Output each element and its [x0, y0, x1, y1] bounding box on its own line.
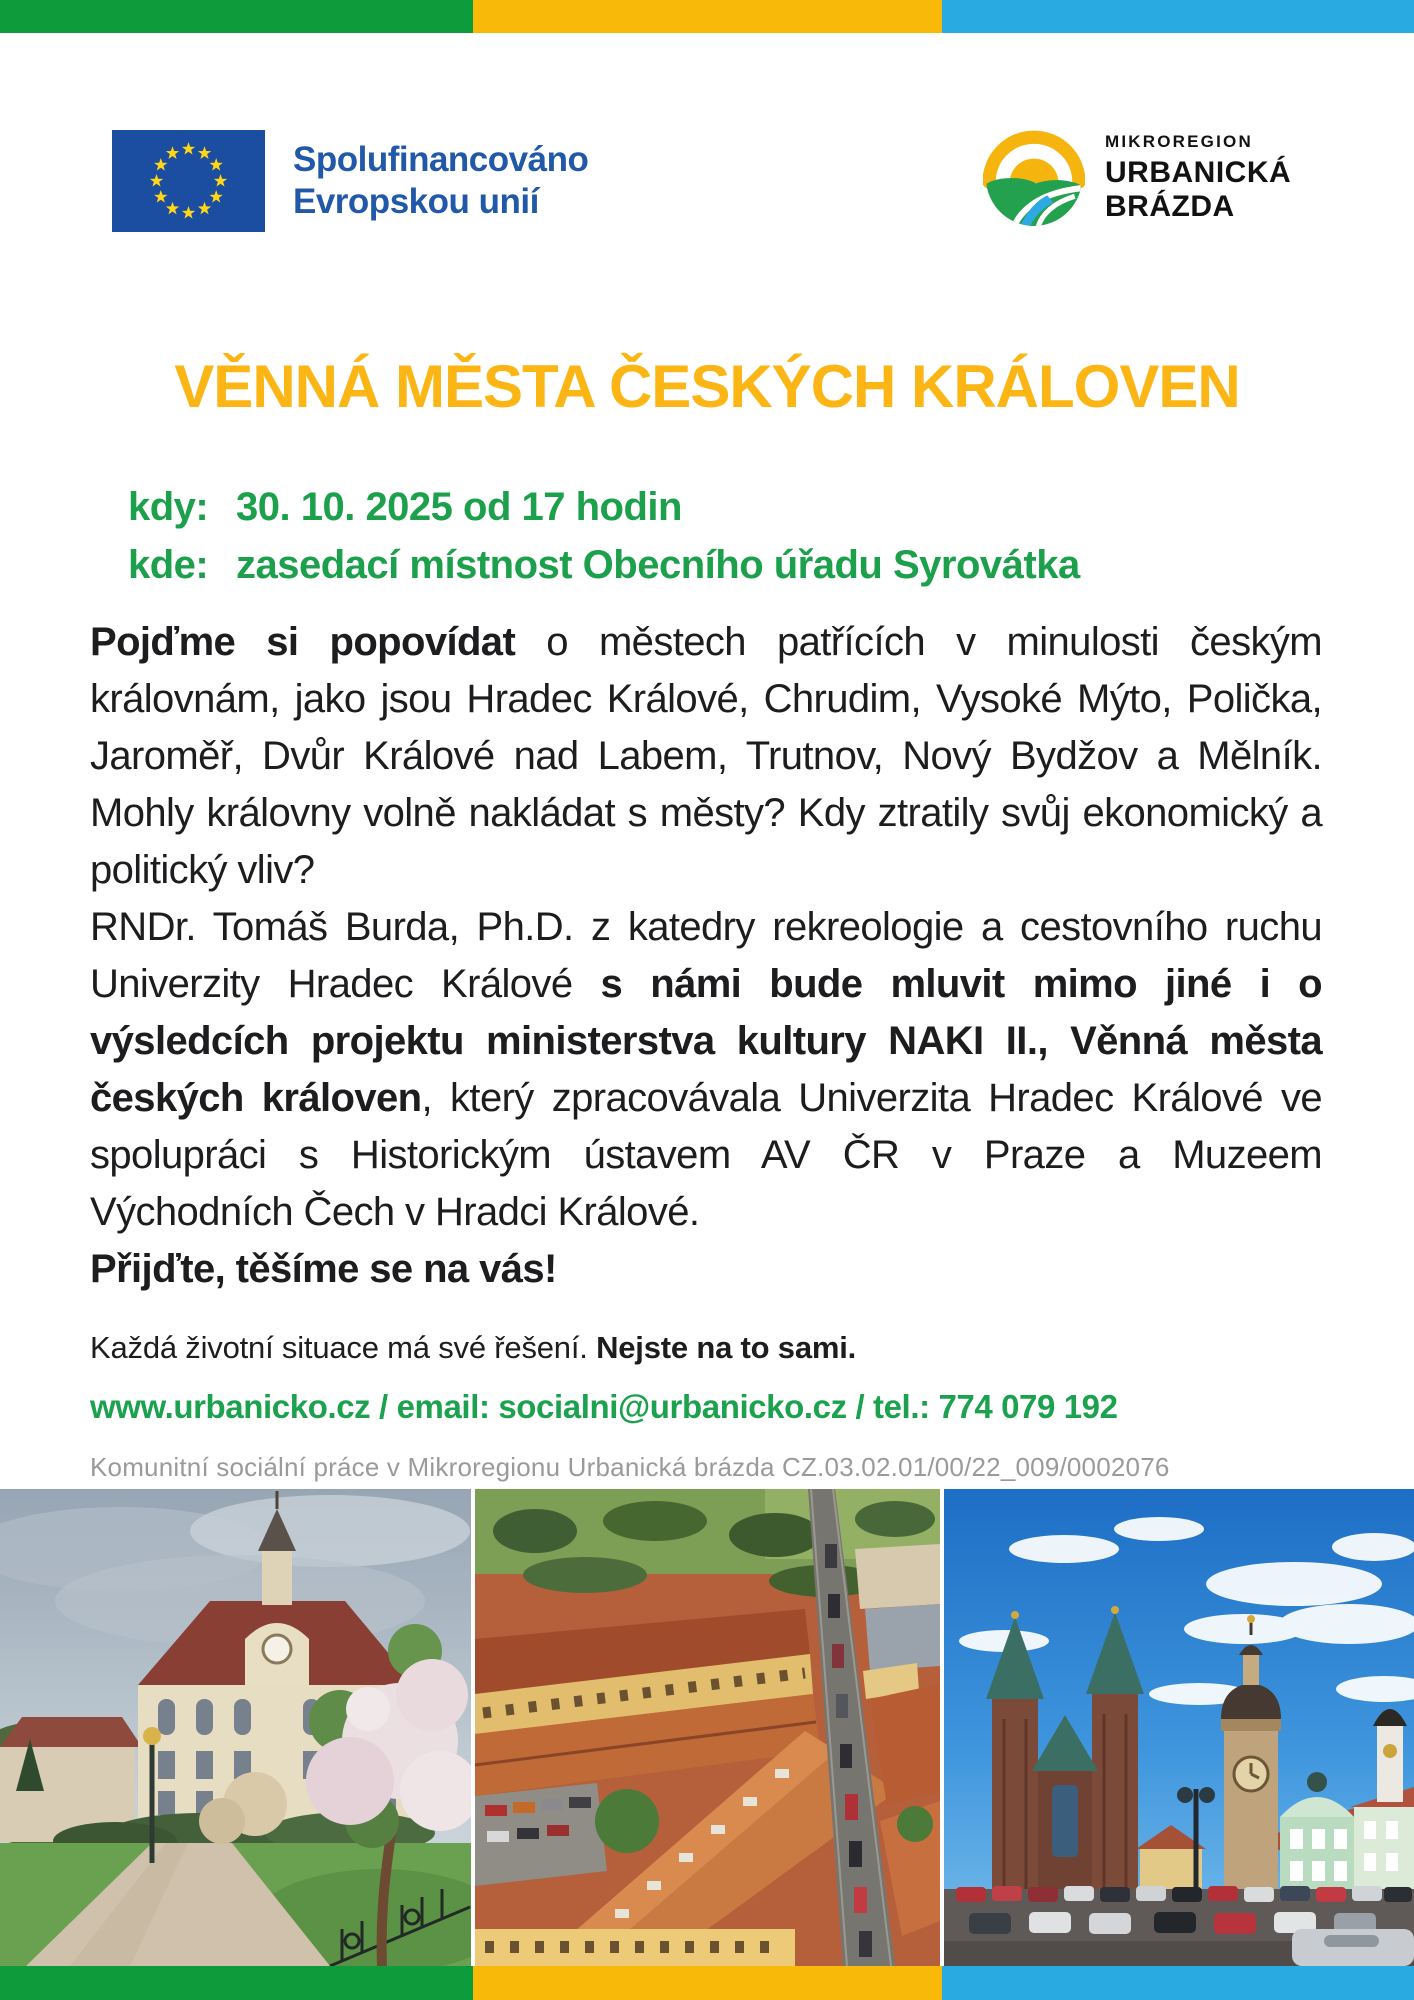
eu-cofunded-text [293, 139, 588, 223]
body-p2-text-b: , který zpracovávala Univerzita Hradec Králové ve spolupráci s Historickým ústavem AV ČR v Praze a Muzeem Východních Čech v Hradci Králové. [90, 1076, 1322, 1234]
mikroregion-name-line2: BRÁZDA [1105, 190, 1235, 223]
body-paragraph-1 [90, 614, 1322, 899]
mikroregion-emblem-icon [983, 127, 1085, 229]
top-color-bars [0, 0, 1414, 33]
bottom-bar-green [0, 1966, 473, 2000]
event-where-value: zasedací místnost Obecního úřadu Syrovátka [236, 543, 1080, 587]
mikroregion-logo [983, 127, 1291, 229]
tagline [90, 1330, 856, 1366]
tagline-normal: Každá životní situace má své řešení. [90, 1330, 597, 1365]
body-copy [90, 614, 1322, 1298]
event-title: VĚNNÁ MĚSTA ČESKÝCH KRÁLOVEN [174, 353, 1240, 420]
body-p2-bold: s námi bude mluvit mimo jiné i o výsledcích projektu ministerstva kultury NAKI II., Věnná města českých královen [90, 962, 1322, 1120]
photo-strip [0, 1489, 1414, 1966]
eu-flag-icon [112, 130, 265, 232]
photo-aerial-rooftops-image [475, 1489, 940, 1966]
event-details [128, 478, 1080, 594]
mikroregion-label: MIKROREGION [1105, 132, 1253, 151]
project-code-line: Komunitní sociální práce v Mikroregionu Urbanická brázda CZ.03.02.01/00/22_009/0002076 [90, 1452, 1170, 1482]
body-p2-text-a: RNDr. Tomáš Burda, Ph.D. z katedry rekreologie a cestovního ruchu Univerzity Hradec Králové [90, 905, 1322, 1006]
eu-text-line2: Evropskou unií [293, 182, 539, 221]
body-p1-bold: Pojďme si popovídat [90, 620, 516, 664]
photo-town-square-image [944, 1489, 1414, 1966]
event-when-row [128, 478, 1080, 536]
bottom-color-bars [0, 1966, 1414, 2000]
body-paragraph-2 [90, 899, 1322, 1241]
top-bar-green [0, 0, 473, 33]
bottom-bar-blue [942, 1966, 1414, 2000]
event-where-row [128, 536, 1080, 594]
contact-line: www.urbanicko.cz / email: socialni@urbanicko.cz / tel.: 774 079 192 [90, 1388, 1118, 1425]
photo-park-building-image [0, 1489, 471, 1966]
tagline-bold: Nejste na to sami. [596, 1330, 857, 1365]
event-where-label: kde: [128, 543, 209, 587]
eu-text-line1: Spolufinancováno [293, 140, 589, 179]
top-bar-blue [942, 0, 1414, 33]
event-when-label: kdy: [128, 485, 209, 529]
event-when-value: 30. 10. 2025 od 17 hodin [236, 485, 682, 529]
bottom-bar-yellow [473, 1966, 942, 2000]
mikroregion-text [1105, 132, 1291, 224]
top-bar-yellow [473, 0, 942, 33]
cta-line: Přijďte, těšíme se na vás! [90, 1247, 557, 1291]
eu-cofunded-logo [112, 130, 588, 232]
mikroregion-name-line1: URBANICKÁ [1105, 156, 1292, 189]
body-p1-text: o městech patřících v minulosti českým královnám, jako jsou Hradec Králové, Chrudim, Vysoké Mýto, Polička, Jaroměř, Dvůr Králové nad Labem, Trutnov, Nový Bydžov a Mělník. Mohly královny volně nakládat s městy? Kdy ztratily svůj ekonomický a politický vliv? [90, 620, 1322, 892]
